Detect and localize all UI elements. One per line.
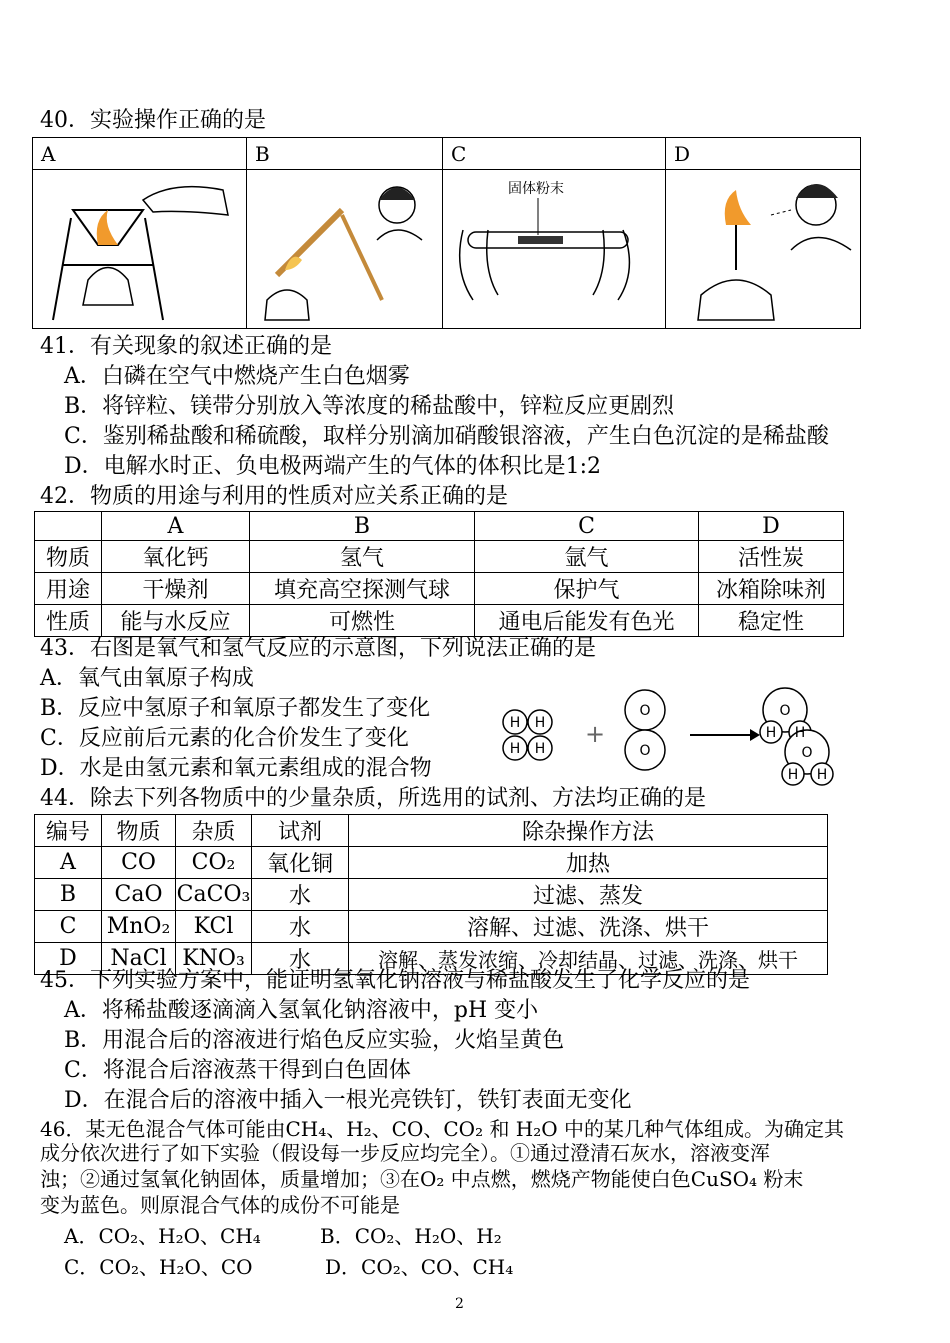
q40-image-c — [443, 170, 666, 329]
q44-header: 杂质 — [176, 815, 252, 847]
q43-h-atom: H — [794, 725, 806, 741]
q45-option-d: D．在混合后的溶液中插入一根光亮铁钉，铁钉表面无变化 — [64, 1088, 632, 1113]
q44-header: 编号 — [35, 815, 102, 847]
q40-image-a — [33, 170, 247, 329]
q42-cell: 能与水反应 — [102, 605, 250, 637]
q43-option-c: C．反应前后元素的化合价发生了变化 — [40, 726, 409, 751]
q42-header-d: D — [699, 512, 844, 541]
q45-option-a: A．将稀盐酸逐滴滴入氢氧化钠溶液中，pH 变小 — [64, 998, 539, 1023]
q42-cell: 冰箱除味剂 — [699, 573, 844, 605]
q42-cell: 活性炭 — [699, 541, 844, 573]
q41-option-a: A．白磷在空气中燃烧产生白色烟雾 — [64, 364, 410, 389]
q44-cell: 氧化铜 — [252, 847, 349, 879]
q42-cell: 通电后能发有色光 — [475, 605, 699, 637]
q44-cell: 水 — [252, 879, 349, 911]
q42-table — [34, 511, 844, 637]
q44-header: 物质 — [102, 815, 176, 847]
q42-cell: 填充高空探测气球 — [250, 573, 475, 605]
q42-row-property — [35, 605, 844, 637]
q40-c-label: 固体粉末 — [508, 181, 564, 197]
q44-cell: C — [35, 911, 102, 943]
q44-cell: 过滤、蒸发 — [349, 879, 828, 911]
q43-reaction-diagram — [495, 680, 855, 790]
q44-header: 试剂 — [252, 815, 349, 847]
q42-row-substance — [35, 541, 844, 573]
q43-h-atom: H — [534, 715, 546, 731]
q44-row — [35, 911, 828, 943]
q44-header: 除杂操作方法 — [349, 815, 828, 847]
q40-header-c: C — [443, 138, 666, 170]
q40-header-b: B — [247, 138, 443, 170]
q42-header-b: B — [250, 512, 475, 541]
q40-table — [32, 137, 861, 329]
q44-cell: NaCl — [102, 943, 176, 975]
q40-image-b — [247, 170, 443, 329]
q44-cell: 溶解、过滤、洗涤、烘干 — [349, 911, 828, 943]
q43-h-atom: H — [816, 767, 828, 783]
q43-h-atom: H — [534, 741, 546, 757]
q40-header-a: A — [33, 138, 247, 170]
q43-h-atom: H — [765, 725, 777, 741]
q43-o-atom: O — [639, 743, 651, 759]
q43-h-atom: H — [787, 767, 799, 783]
q41-title: 41．有关现象的叙述正确的是 — [40, 334, 332, 359]
q45-option-b: B．用混合后的溶液进行焰色反应实验，火焰呈黄色 — [64, 1028, 565, 1053]
page-number: 2 — [455, 1296, 464, 1312]
q40-image-d — [666, 170, 861, 329]
q46-option-c: C．CO₂、H₂O、CO — [64, 1255, 253, 1279]
q42-cell: 物质 — [35, 541, 102, 573]
q42-cell: 干燥剂 — [102, 573, 250, 605]
q44-cell: CaCO₃ — [176, 879, 252, 911]
q44-cell: A — [35, 847, 102, 879]
q44-cell: D — [35, 943, 102, 975]
q46-line-3: 浊；②通过氢氧化钠固体，质量增加；③在O₂ 中点燃，燃烧产物能使白色CuSO₄ 粉末 — [40, 1167, 804, 1191]
q43-option-d: D．水是由氢元素和氧元素组成的混合物 — [40, 756, 432, 781]
q42-header-blank — [35, 512, 102, 541]
q46-option-d: D．CO₂、CO、CH₄ — [325, 1255, 514, 1279]
q42-cell: 氢气 — [250, 541, 475, 573]
q44-cell: KCl — [176, 911, 252, 943]
q44-row — [35, 879, 828, 911]
q42-cell: 氧化钙 — [102, 541, 250, 573]
q40-title: 40．实验操作正确的是 — [40, 108, 266, 133]
q41-option-b: B．将锌粒、镁带分别放入等浓度的稀盐酸中，锌粒反应更剧烈 — [64, 394, 675, 419]
q43-h-atom: H — [509, 715, 521, 731]
q44-cell: CaO — [102, 879, 176, 911]
q43-option-a: A．氧气由氧原子构成 — [40, 666, 254, 691]
q43-o-atom: O — [801, 745, 813, 761]
q44-cell: CO — [102, 847, 176, 879]
q42-cell: 可燃性 — [250, 605, 475, 637]
q44-cell: 溶解、蒸发浓缩、冷却结晶、过滤、洗涤、烘干 — [349, 943, 828, 975]
q42-header-c: C — [475, 512, 699, 541]
q43-o-atom: O — [639, 703, 651, 719]
q42-cell: 稳定性 — [699, 605, 844, 637]
q42-cell: 用途 — [35, 573, 102, 605]
q46-option-a: A．CO₂、H₂O、CH₄ — [64, 1224, 261, 1248]
q43-title: 43．右图是氧气和氢气反应的示意图，下列说法正确的是 — [40, 636, 596, 661]
q46-option-b: B．CO₂、H₂O、H₂ — [320, 1224, 502, 1248]
q44-cell: B — [35, 879, 102, 911]
q46-line-2: 成分依次进行了如下实验（假设每一步反应均完全）。①通过澄清石灰水，溶液变浑 — [40, 1141, 770, 1165]
q42-cell: 保护气 — [475, 573, 699, 605]
q44-cell: MnO₂ — [102, 911, 176, 943]
q42-title: 42．物质的用途与利用的性质对应关系正确的是 — [40, 484, 508, 509]
q44-cell: 水 — [252, 911, 349, 943]
q42-header-a: A — [102, 512, 250, 541]
q45-option-c: C．将混合后溶液蒸干得到白色固体 — [64, 1058, 411, 1083]
q44-row — [35, 847, 828, 879]
q42-cell: 氩气 — [475, 541, 699, 573]
q41-option-d: D．电解水时正、负电极两端产生的气体的体积比是1:2 — [64, 454, 602, 479]
q43-option-b: B．反应中氢原子和氧原子都发生了变化 — [40, 696, 431, 721]
q42-cell: 性质 — [35, 605, 102, 637]
q43-h-atom: H — [509, 741, 521, 757]
q43-plus: + — [584, 720, 606, 748]
q40-header-d: D — [666, 138, 861, 170]
q44-cell: 加热 — [349, 847, 828, 879]
q42-row-use — [35, 573, 844, 605]
q46-line-4: 变为蓝色。则原混合气体的成份不可能是 — [40, 1193, 400, 1217]
q44-cell: CO₂ — [176, 847, 252, 879]
q43-o-atom: O — [779, 703, 791, 719]
q44-cell: KNO₃ — [176, 943, 252, 975]
q44-cell: 水 — [252, 943, 349, 975]
q45-title: 45．下列实验方案中，能证明氢氧化钠溶液与稀盐酸发生了化学反应的是 — [40, 968, 750, 993]
q46-line-1: 46．某无色混合气体可能由CH₄、H₂、CO、CO₂ 和 H₂O 中的某几种气体组成。为确定其 — [40, 1117, 845, 1141]
q44-title: 44．除去下列各物质中的少量杂质，所选用的试剂、方法均正确的是 — [40, 786, 706, 811]
q44-table — [34, 814, 828, 975]
q41-option-c: C．鉴别稀盐酸和稀硫酸，取样分别滴加硝酸银溶液，产生白色沉淀的是稀盐酸 — [64, 424, 829, 449]
